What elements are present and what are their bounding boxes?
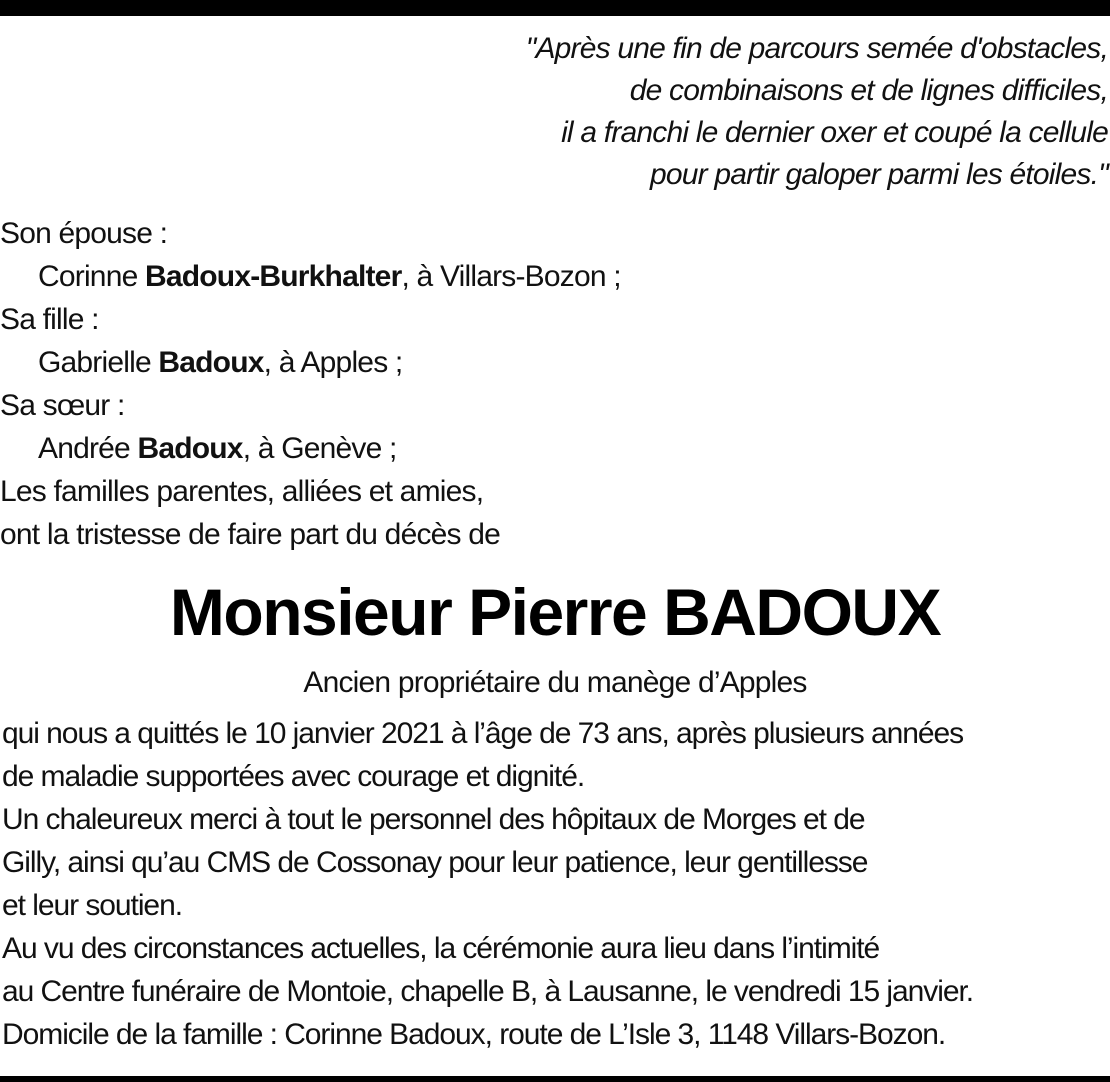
quote-line: il a franchi le dernier oxer et coupé la cellule	[561, 116, 1108, 149]
top-rule	[0, 0, 1110, 16]
sister-entry	[0, 427, 1110, 470]
body-line: Gilly, ainsi qu’au CMS de Cossonay pour leur patience, leur gentillesse	[2, 846, 868, 879]
spouse-first-name: Corinne	[38, 260, 145, 293]
body-line: et leur soutien.	[2, 889, 182, 922]
deceased-name: Monsieur Pierre BADOUX	[169, 575, 941, 649]
sister-last-name: Badoux	[137, 432, 243, 465]
spouse-heading: Son épouse :	[0, 217, 168, 250]
quote-line: de combinaisons et de lignes difficiles,	[629, 74, 1108, 107]
bottom-rule	[0, 1076, 1110, 1082]
body-line: qui nous a quittés le 10 janvier 2021 à l’âge de 73 ans, après plusieurs années	[2, 717, 964, 750]
sister-heading: Sa sœur :	[0, 389, 125, 422]
daughter-last-name: Badoux	[158, 346, 264, 379]
quote-line: "Après une fin de parcours semée d'obstacles,	[525, 32, 1108, 65]
quote-line: pour partir galoper parmi les étoiles."	[649, 158, 1108, 191]
announcement-line: ont la tristesse de faire part du décès de	[0, 518, 501, 551]
daughter-entry	[0, 341, 1110, 384]
daughter-first-name: Gabrielle	[38, 346, 159, 379]
daughter-heading: Sa fille :	[0, 303, 99, 336]
sister-first-name: Andrée	[38, 432, 138, 465]
families-line: Les familles parentes, alliées et amies,	[0, 475, 484, 508]
body-line: Un chaleureux merci à tout le personnel des hôpitaux de Morges et de	[2, 803, 865, 836]
body-line: de maladie supportées avec courage et dignité.	[2, 760, 585, 793]
spouse-last-name: Badoux-Burkhalter	[145, 260, 402, 293]
family-list	[0, 212, 1110, 556]
body-line: au Centre funéraire de Montoie, chapelle B, à Lausanne, le vendredi 15 janvier.	[2, 975, 974, 1008]
epigraph-quote	[108, 28, 1108, 196]
notice-body	[2, 712, 1110, 1056]
spouse-place: , à Villars-Bozon ;	[401, 260, 621, 293]
body-line: Au vu des circonstances actuelles, la cérémonie aura lieu dans l’intimité	[2, 932, 880, 965]
spouse-entry	[0, 255, 1110, 298]
daughter-place: , à Apples ;	[263, 346, 403, 379]
body-line: Domicile de la famille : Corinne Badoux, route de L’Isle 3, 1148 Villars-Bozon.	[2, 1018, 946, 1051]
sister-place: , à Genève ;	[242, 432, 397, 465]
deceased-title: Ancien propriétaire du manège d’Apples	[303, 666, 807, 699]
